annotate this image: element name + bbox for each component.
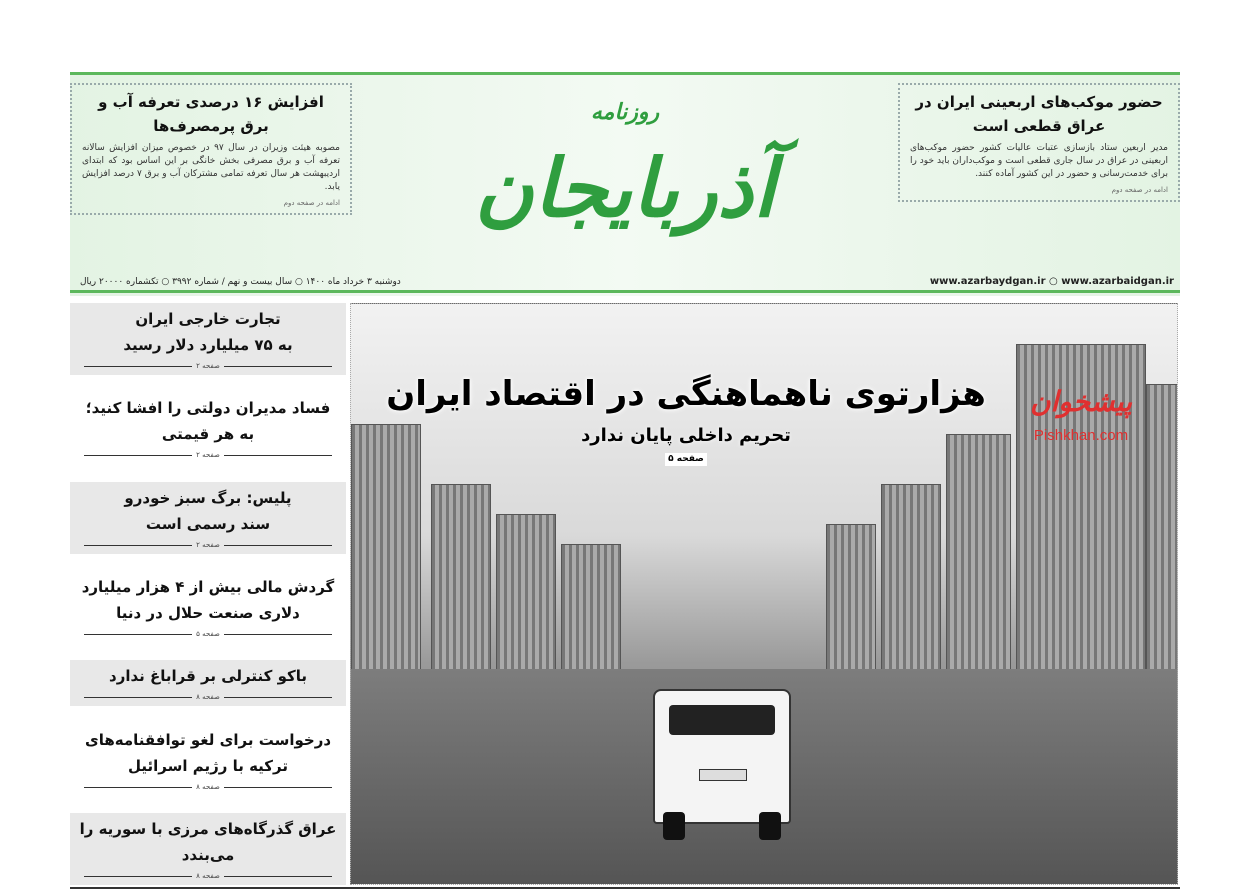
news-title: درخواست برای لغو توافقنامه‌های: [84, 730, 332, 749]
news-title-line2: ترکیه با رژیم اسرائیل: [127, 756, 288, 775]
main-subheadline: تحریم داخلی پایان ندارد: [581, 425, 791, 446]
sidebar-news-item[interactable]: [70, 392, 346, 464]
page-ref: [70, 449, 346, 461]
left-teaser-title: افزایش ۱۶ درصدی تعرفه آب و برق پرمصرف‌ها: [98, 93, 324, 135]
news-title-line2: سند رسمی است: [145, 514, 271, 533]
main-headline[interactable]: هزارتوی ناهماهنگی در اقتصاد ایران: [386, 374, 986, 414]
page-ref: [70, 628, 346, 640]
newspaper-logo: [370, 79, 880, 267]
news-title-line2: به ۷۵ میلیارد دلار رسید: [123, 336, 293, 354]
sidebar-news-item[interactable]: [70, 303, 346, 375]
website-links[interactable]: www.azarbaydgan.ir ○ www.azarbaidgan.ir: [929, 276, 1174, 287]
sidebar-news-item[interactable]: [70, 724, 346, 796]
news-title: تجارت خارجی ایران: [135, 310, 281, 328]
logo-text: آذربایجان: [474, 141, 776, 235]
main-page-ref: صفحه ۵: [665, 453, 707, 466]
page-ref-text: صفحه ۲: [192, 362, 224, 370]
left-teaser-box[interactable]: [70, 83, 352, 215]
news-title-line2: می‌بندد: [181, 845, 235, 864]
news-title: باکو کنترلی بر قراباغ ندارد: [109, 667, 307, 686]
page-ref: [70, 539, 346, 551]
page-ref-text: صفحه ۸: [192, 783, 224, 791]
right-teaser-body: مدیر اربعین ستاد بازسازی عتبات عالیات کشور حضور موکب‌های اربعینی در عراق در سال جاری قطعی است و موکب‌داران باید خود را برای خدمت‌رسانی و حضور در این کشور آماده کنند.: [910, 143, 1168, 179]
watermark-fa: پیشخوان: [1029, 385, 1133, 418]
right-teaser-box[interactable]: [898, 83, 1180, 202]
left-teaser-more: ادامه در صفحه دوم: [283, 199, 340, 207]
sidebar-news-item[interactable]: [70, 482, 346, 554]
masthead: [70, 72, 1180, 296]
page-ref-text: صفحه ۸: [192, 693, 224, 701]
right-teaser-more: ادامه در صفحه دوم: [1111, 186, 1168, 194]
right-teaser-title: حضور موکب‌های اربعینی ایران در عراق قطعی است: [915, 93, 1163, 135]
pishkhan-watermark: [1016, 382, 1146, 446]
page-ref: [70, 870, 346, 882]
sidebar-news-item[interactable]: [70, 813, 346, 885]
pickup-truck: [653, 689, 791, 824]
page-ref-text: صفحه ۵: [192, 630, 224, 638]
sidebar-news-item[interactable]: [70, 571, 346, 643]
page-ref-text: صفحه ۲: [192, 541, 224, 549]
news-title-line2: دلاری صنعت حلال در دنیا: [116, 603, 300, 622]
left-teaser-body: مصوبه هیئت وزیران در سال ۹۷ در خصوص میزان افزایش سالانه تعرفه آب و برق مصرفی بخش خانگی بر این اساس بود که ابتدای اردیبهشت هر سال تعرفه تمامی مشترکان آب و برق ۷ درصد افزایش یابد.: [82, 143, 340, 192]
watermark-en: Pishkhan.com: [1033, 427, 1129, 444]
news-title: عراق گذرگاه‌های مرزی با سوریه را: [79, 819, 337, 838]
sidebar-news-item[interactable]: [70, 660, 346, 706]
page-ref-text: صفحه ۲: [192, 451, 224, 459]
main-photo[interactable]: [350, 303, 1178, 885]
news-title: پلیس: برگ سبز خودرو: [124, 488, 292, 507]
bottom-rule: [70, 887, 1180, 889]
news-sidebar: [70, 303, 346, 885]
news-title: گردش مالی بیش از ۴ هزار میلیارد: [81, 577, 335, 596]
news-title: فساد مدیران دولتی را افشا کنید؛: [85, 399, 331, 418]
page-ref-text: صفحه ۸: [192, 872, 224, 880]
page-ref: [70, 691, 346, 703]
page-ref: [70, 781, 346, 793]
info-line: [70, 273, 1180, 293]
page-ref: [70, 360, 346, 372]
date-line: دوشنبه ۳ خرداد ماه ۱۴۰۰ ○ سال بیست و نهم / شماره ۳۹۹۲ ○ تکشماره ۲۰۰۰۰ ریال: [80, 277, 401, 287]
logo-subtitle: روزنامه: [590, 100, 660, 125]
headline-block: [371, 370, 1001, 466]
news-title-line2: به هر قیمتی: [161, 425, 255, 444]
